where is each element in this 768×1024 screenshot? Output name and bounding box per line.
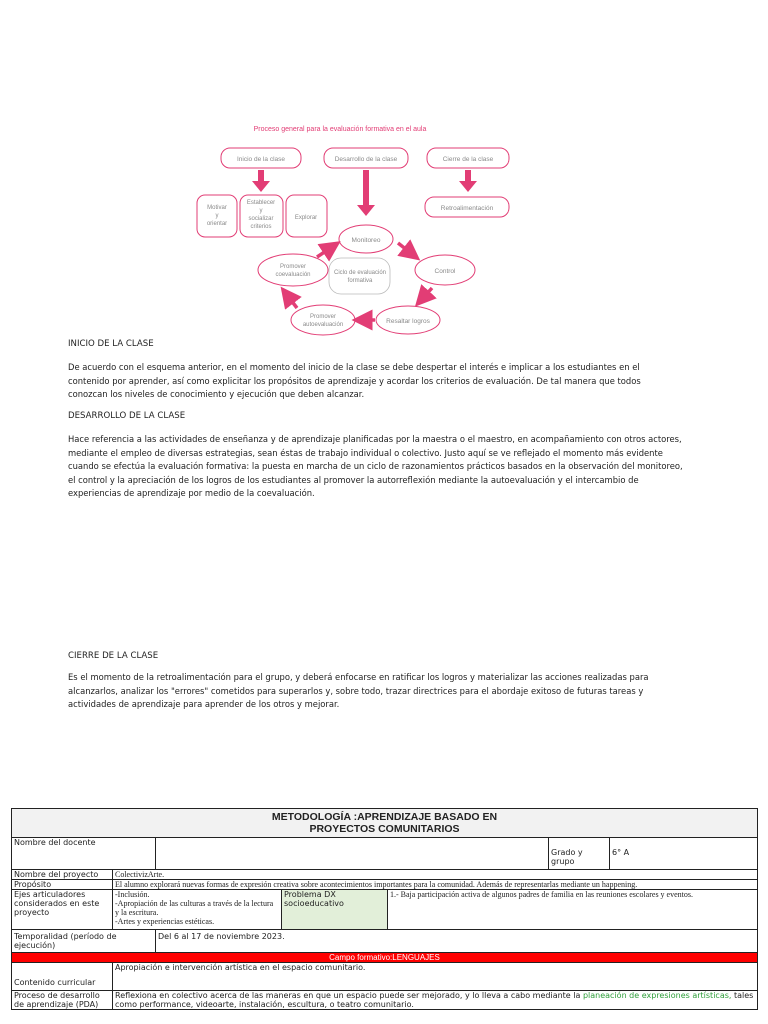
docente-label: Nombre del docente	[12, 838, 156, 870]
table-title-line: PROYECTOS COMUNITARIOS	[309, 823, 460, 835]
cycle-arrow-2	[398, 243, 412, 254]
node-coevaluacion	[258, 254, 328, 286]
node-resaltar-label: Resaltar logros	[386, 318, 430, 325]
eje-item: -Inclusión.	[115, 890, 150, 899]
node-cierre-label: Cierre de la clase	[442, 156, 494, 163]
node-ciclo-label: Ciclo de evaluación formativa	[333, 270, 387, 284]
arrow-inicio	[252, 170, 270, 192]
grado-value: 6° A	[610, 838, 758, 870]
node-explorar-label: Explorar	[294, 215, 318, 221]
pda-value	[113, 991, 758, 1010]
node-ciclo	[329, 258, 390, 294]
eje-item: -Apropiación de las culturas a través de la lectura y la escritura.	[115, 899, 274, 917]
paragraph-line: Hace referencia a las actividades de enseñanza y de aprendizaje planificadas por la maestra o el maestro, en acompañamiento con otros actores,	[68, 434, 682, 444]
node-retroalimentacion-label: Retroalimentación	[440, 205, 494, 212]
ejes-value	[113, 890, 282, 930]
node-coevaluacion-label: Promover coevaluación	[275, 264, 311, 278]
arrow-cierre	[459, 170, 477, 192]
paragraph-line: Es el momento de la retroalimentación para el grupo, y deberá enfocarse en ratificar los logros y materializar las acciones realizadas para	[68, 672, 649, 682]
paragraph-desarrollo	[68, 433, 708, 501]
paragraph-inicio	[68, 361, 708, 402]
paragraph-line: mediante el empleo de diversas estrategias, sean éstas de trabajo individual o colectivo. Justo aquí se ve reflejado el momento más evidente	[68, 447, 663, 458]
node-autoevaluacion-label: Promover autoevaluación	[302, 314, 344, 328]
diagram-title: Proceso general para la evaluación formativa en el aula	[253, 126, 427, 133]
pda-text: Reflexiona en colectivo acerca de las maneras en que un espacio puede ser mejorado, y lo lleva a cabo mediante la	[115, 991, 583, 1000]
eje-item: -Artes y experiencias estéticas.	[115, 917, 215, 926]
problema-value: 1.- Baja participación activa de algunos padres de familia en las reuniones escolares y eventos.	[388, 890, 758, 930]
temporalidad-label: Temporalidad (período de ejecución)	[12, 930, 156, 953]
temporalidad-value: Del 6 al 17 de noviembre 2023.	[156, 930, 758, 953]
paragraph-line: experiencias de aprendizaje por medio de la coevaluación.	[68, 488, 315, 498]
grado-label: Grado y grupo	[549, 838, 610, 870]
node-establecer-label: Establecer y socializar criterios	[246, 200, 276, 230]
paragraph-line: conozcan los niveles de conocimiento y ejecución que deben alcanzar.	[68, 389, 365, 399]
campo-formativo-banner: Campo formativo:LENGUAJES	[12, 953, 758, 963]
project-table	[11, 808, 758, 1010]
cycle-arrow-3	[422, 288, 432, 299]
paragraph-cierre	[68, 671, 708, 712]
table-title-line: METODOLOGÍA :APRENDIZAJE BASADO EN	[271, 811, 498, 823]
node-motivar-label: Motivar y orientar	[206, 205, 228, 227]
paragraph-line: el control y la apreciación de los logros de los estudiantes al promover la autorreflexión mediante la autoevaluación y el intercambio de	[68, 474, 639, 485]
node-control-label: Control	[434, 268, 456, 275]
node-inicio-label: Inicio de la clase	[236, 156, 286, 163]
cycle-arrow-1	[317, 247, 332, 257]
node-desarrollo-label: Desarrollo de la clase	[334, 156, 398, 163]
pda-highlight: planeación de expresiones artísticas,	[582, 991, 732, 1000]
proposito-label: Propósito	[12, 880, 113, 890]
ejes-label: Ejes articuladores considerados en este proyecto	[12, 890, 113, 930]
proposito-value: El alumno explorará nuevas formas de expresión creativa sobre acontecimientos importantes para la comunidad. Además de representarlas mediante un happening.	[113, 880, 758, 890]
docente-value	[156, 838, 549, 870]
contenido-label: Contenido curricular	[12, 963, 113, 991]
table-title	[12, 809, 758, 838]
problema-label: Problema DX socioeducativo	[282, 890, 388, 930]
contenido-value: Apropiación e intervención artística en el espacio comunitario.	[113, 963, 758, 991]
paragraph-line: cuando se efectúa la evaluación formativa: la puesta en marcha de un ciclo de razonamientos prácticos basados en la observación del monitoreo,	[68, 461, 683, 471]
section-title-cierre: CIERRE DE LA CLASE	[68, 651, 159, 661]
node-monitoreo-label: Monitoreo	[351, 237, 381, 244]
paragraph-line: contenido por aprender, así como explicitar los propósitos de aprendizaje y acordar los criterios de evaluación. De tal manera que todos	[68, 375, 641, 386]
proyecto-value: ColectivizArte.	[113, 870, 758, 880]
section-title-desarrollo: DESARROLLO DE LA CLASE	[68, 411, 186, 421]
node-autoevaluacion	[291, 305, 355, 335]
section-title-inicio: INICIO DE LA CLASE	[68, 339, 154, 349]
paragraph-line: actividades de aprendizaje para aprender de los otros y mejorar.	[68, 699, 340, 709]
paragraph-line: De acuerdo con el esquema anterior, en el momento del inicio de la clase se debe despertar el interés e implicar a los estudiantes en el	[68, 362, 640, 372]
pda-text: tales como performance, videoarte, instalación, escultura, o teatro comunitario.	[115, 991, 754, 1009]
cycle-arrow-5	[287, 295, 297, 308]
evaluation-process-diagram	[190, 115, 528, 343]
proyecto-label: Nombre del proyecto	[12, 870, 113, 880]
pda-label: Proceso de desarrollo de aprendizaje (PDA)	[12, 991, 113, 1010]
arrow-desarrollo	[357, 170, 375, 216]
paragraph-line: alcanzarlos, analizar los "errores" cometidos para superarlos y, sobre todo, trazar directrices para el abordaje exitoso de futuras tareas y	[68, 685, 644, 696]
